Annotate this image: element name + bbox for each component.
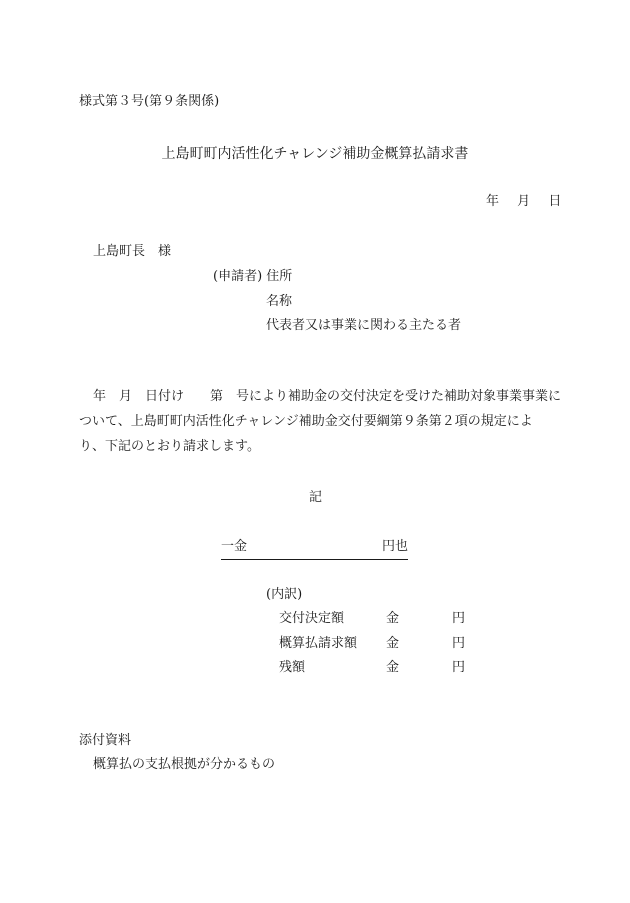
- attachments-heading: 添付資料: [79, 733, 132, 748]
- body-line-2: ついて、上島町町内活性化チャレンジ補助金交付要綱第９条第２項の規定によ: [79, 414, 533, 429]
- body-line-1: 年 月 日付け 第 号により補助金の交付決定を受けた補助対象事業事業に: [93, 389, 562, 404]
- breakdown-row-kin: 金: [386, 660, 400, 675]
- date-month: 月: [517, 194, 531, 209]
- addressee: 上島町長 様: [93, 244, 172, 259]
- applicant-address-label: (申請者) 住所: [213, 269, 293, 284]
- breakdown-row-kin: 金: [386, 636, 400, 651]
- form-number: 様式第３号(第９条関係): [79, 94, 220, 109]
- breakdown-row-yen: 円: [452, 660, 466, 675]
- applicant-representative-label: 代表者又は事業に関わる主たる者: [266, 318, 462, 333]
- breakdown-row-yen: 円: [452, 636, 466, 651]
- breakdown-row-yen: 円: [452, 611, 466, 626]
- document-title: 上島町町内活性化チャレンジ補助金概算払請求書: [161, 146, 469, 162]
- body-line-3: り、下記のとおり請求します。: [79, 439, 260, 454]
- amount-line: [221, 540, 408, 560]
- date-day: 日: [548, 194, 562, 209]
- breakdown-row-kin: 金: [386, 611, 400, 626]
- attachment-item: 概算払の支払根拠が分かるもの: [93, 757, 276, 772]
- breakdown-row-label: 交付決定額: [279, 611, 345, 626]
- amount-suffix: 円也: [381, 539, 408, 554]
- breakdown-row-label: 残額: [279, 660, 306, 675]
- amount-prefix: 一金: [221, 539, 248, 554]
- ki-heading: 記: [309, 490, 323, 505]
- date-line: [486, 195, 561, 208]
- breakdown-heading: (内訳): [266, 587, 303, 602]
- applicant-name-label: 名称: [266, 294, 293, 309]
- date-year: 年: [486, 194, 500, 209]
- breakdown-row-label: 概算払請求額: [279, 636, 358, 651]
